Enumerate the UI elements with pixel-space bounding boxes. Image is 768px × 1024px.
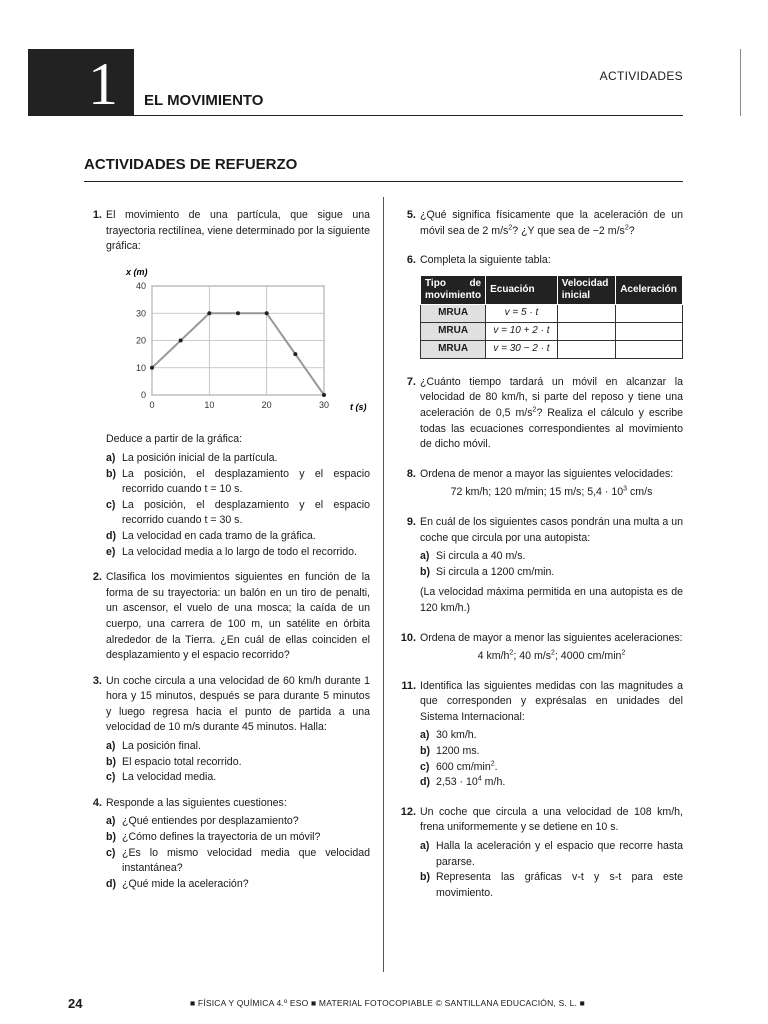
footer-text: ■ FÍSICA Y QUÍMICA 4.º ESO ■ MATERIAL FOTOCOPIABLE © SANTILLANA EDUCACIÓN, S. L. ■	[190, 998, 585, 1008]
page-number: 24	[68, 996, 83, 1011]
sub-item-c: c) La velocidad media.	[106, 771, 217, 784]
sub-item-c: c) La posición, el desplazamiento y el espacio recorrido cuando t = 30 s.	[106, 498, 370, 527]
data-point	[322, 393, 326, 397]
x-tick-label: 0	[149, 399, 155, 410]
question-7	[398, 375, 683, 453]
section-title: ACTIVIDADES DE REFUERZO	[84, 156, 298, 173]
acceleration-list: 4 $km/h^2$; 40 $m/s^2$; 4000 $cm/\min^2$	[477, 649, 626, 663]
question-text: ¿Cuánto tiempo tardará un móvil en alcanzar la velocidad de 80 km/h, si parte del reposo y tiene una aceleración de 0,5 $m/s^2$? Realiza el cálculo y escribe todas las ecuaciones correspondientes al movimiento de dicho móvil.	[420, 375, 683, 451]
data-point	[236, 311, 240, 315]
y-tick-label: 30	[135, 308, 146, 319]
question-text: Ordena de menor a mayor las siguientes velocidades:	[420, 467, 674, 480]
question-8	[398, 467, 683, 501]
y-tick-label: 0	[140, 389, 146, 400]
x-tick-label: 10	[204, 399, 215, 410]
sub-item-a: a) Halla la aceleración y el espacio que recorre hasta pararse.	[420, 840, 683, 868]
question-text: Clasifica los movimientos siguientes en función de la forma de su trayectoria: un balón en un tiro de penalti, un ascensor, el vuelo de una mosca; la caída de un cuerpo, una carrera de 100 m, un satélite en órbita alrededor de la Tierra. ¿En cuál de ellas coinciden el desplazamiento y el espacio recorrido?	[106, 571, 370, 662]
question-number: 8.	[406, 467, 416, 480]
page-footer	[0, 996, 768, 1012]
question-text: Responde a las siguientes cuestiones:	[106, 796, 287, 809]
sub-item-a: a) La posición final.	[106, 740, 201, 753]
data-point	[265, 311, 269, 315]
sub-item-b: b) Representa las gráficas v-t y s-t para este movimiento.	[420, 871, 683, 899]
blank-cell[interactable]	[616, 340, 683, 358]
section-rule	[84, 181, 683, 182]
question-intro: Deduce a partir de la gráfica:	[106, 433, 243, 446]
position-time-graph	[106, 263, 368, 413]
question-9	[398, 515, 683, 617]
question-text: En cuál de los siguientes casos pondrán una multa a un coche que circula por una autopista:	[420, 515, 683, 544]
table-row: MRUA v = 10 + 2 · t	[421, 322, 683, 340]
right-column	[398, 208, 683, 901]
question-text: Ordena de mayor a menor las siguientes aceleraciones:	[420, 631, 683, 644]
question-11	[398, 679, 683, 791]
y-tick-label: 20	[135, 335, 146, 346]
sub-item-c: c) 600 $cm/\min^2$.	[420, 760, 498, 773]
blank-cell[interactable]	[557, 304, 615, 322]
header-side-rule	[740, 49, 741, 116]
data-point	[207, 311, 211, 315]
sub-item-b: b) Si circula a 1200 cm/min.	[420, 565, 555, 578]
question-number: 12.	[400, 805, 416, 818]
sub-item-d: d) $2,53 \cdot 10^4$ m/h.	[420, 775, 506, 789]
question-number: 6.	[406, 254, 416, 267]
chapter-number-box	[28, 49, 134, 116]
x-axis-label: t (s)	[350, 401, 367, 412]
question-text: Un coche que circula a una velocidad de 108 km/h, frena uniformemente y se detiene en 10 s.	[420, 805, 683, 834]
sub-item-a: a) ¿Qué entiendes por desplazamiento?	[106, 815, 299, 828]
sub-item-a: a) La posición inicial de la partícula.	[106, 451, 278, 464]
velocity-list: 72 km/h; 120 m/min; 15 m/s; $5,4 \cdot 10^3$ cm/s	[450, 485, 653, 499]
sub-item-b: b) 1200 ms.	[420, 745, 480, 758]
table-row: MRUA v = 30 − 2 · t	[421, 340, 683, 358]
series-line	[152, 313, 324, 395]
data-point	[179, 338, 183, 342]
question-text: Identifica las siguientes medidas con las magnitudes a que corresponden y exprésalas en unidades del Sistema Internacional:	[420, 679, 683, 723]
question-12	[398, 805, 683, 902]
y-tick-label: 10	[135, 362, 146, 373]
y-axis-label: x (m)	[126, 266, 148, 277]
y-tick-label: 40	[135, 280, 146, 291]
question-number: 9.	[406, 515, 416, 528]
sub-item-b: b) La posición, el desplazamiento y el espacio recorrido cuando t = 10 s.	[106, 467, 370, 496]
sub-item-d: d) ¿Qué mide la aceleración?	[106, 877, 249, 890]
question-6	[398, 253, 683, 359]
sub-item-e: e) La velocidad media a lo largo de todo el recorrido.	[106, 545, 357, 558]
question-number: 11.	[401, 679, 416, 692]
left-column	[84, 208, 370, 892]
question-text: El movimiento de una partícula, que sigue una trayectoria rectilínea, viene determinado por la siguiente gráfica:	[106, 209, 370, 253]
sub-item-b: b) El espacio total recorrido.	[106, 755, 242, 768]
blank-cell[interactable]	[557, 340, 615, 358]
question-text: ¿Qué significa físicamente que la aceleración de un móvil sea de 2 $m/s^2$? ¿Y que sea de −2 $m/s^2$?	[420, 209, 683, 237]
data-point	[150, 366, 154, 370]
question-number: 10.	[400, 631, 416, 644]
blank-cell[interactable]	[557, 322, 615, 340]
blank-cell[interactable]	[616, 322, 683, 340]
sub-item-b: b) ¿Cómo defines la trayectoria de un móvil?	[106, 831, 321, 844]
sub-item-a: a) Si circula a 40 m/s.	[420, 550, 526, 563]
table-header: Tipo de movimiento	[421, 275, 486, 304]
table-header: Aceleración	[616, 275, 683, 304]
blank-cell[interactable]	[616, 304, 683, 322]
question-5	[398, 208, 683, 239]
question-number: 4.	[92, 796, 102, 809]
table-header: Ecuación	[486, 275, 558, 304]
question-2	[84, 570, 370, 664]
question-3	[84, 674, 370, 786]
question-note: (La velocidad máxima permitida en una autopista es de 120 km/h.)	[420, 586, 683, 614]
sub-item-c: c) ¿Es lo mismo velocidad media que velocidad instantánea?	[106, 846, 370, 875]
question-number: 3.	[92, 674, 102, 687]
motion-table	[420, 275, 683, 359]
question-1	[84, 208, 370, 560]
question-number: 1.	[92, 209, 102, 221]
x-tick-label: 20	[261, 399, 272, 410]
question-text: Completa la siguiente tabla:	[420, 254, 551, 267]
question-number: 2.	[92, 571, 102, 584]
data-point	[293, 352, 297, 356]
column-divider	[383, 197, 384, 972]
chapter-number: 1	[88, 51, 118, 117]
x-tick-label: 30	[318, 399, 330, 410]
question-number: 5.	[406, 209, 416, 221]
question-text: Un coche circula a una velocidad de 60 km/h durante 1 hora y 15 minutos, después se para durante 5 minutos y luego regresa hacia el punto de partida a una velocidad de 10 m/s durante 45 minutos. Halla:	[106, 674, 370, 734]
sub-item-a: a) 30 km/h.	[420, 729, 477, 742]
sub-item-d: d) La velocidad en cada tramo de la gráfica.	[106, 529, 316, 542]
table-header: Velocidad inicial	[557, 275, 615, 304]
question-4	[84, 796, 370, 893]
question-10	[398, 631, 683, 665]
chapter-title: EL MOVIMIENTO	[144, 92, 264, 109]
table-row: MRUA v = 5 · t	[421, 304, 683, 322]
section-kicker: ACTIVIDADES	[599, 69, 683, 83]
header-rule	[134, 115, 683, 116]
question-number: 7.	[406, 375, 416, 388]
